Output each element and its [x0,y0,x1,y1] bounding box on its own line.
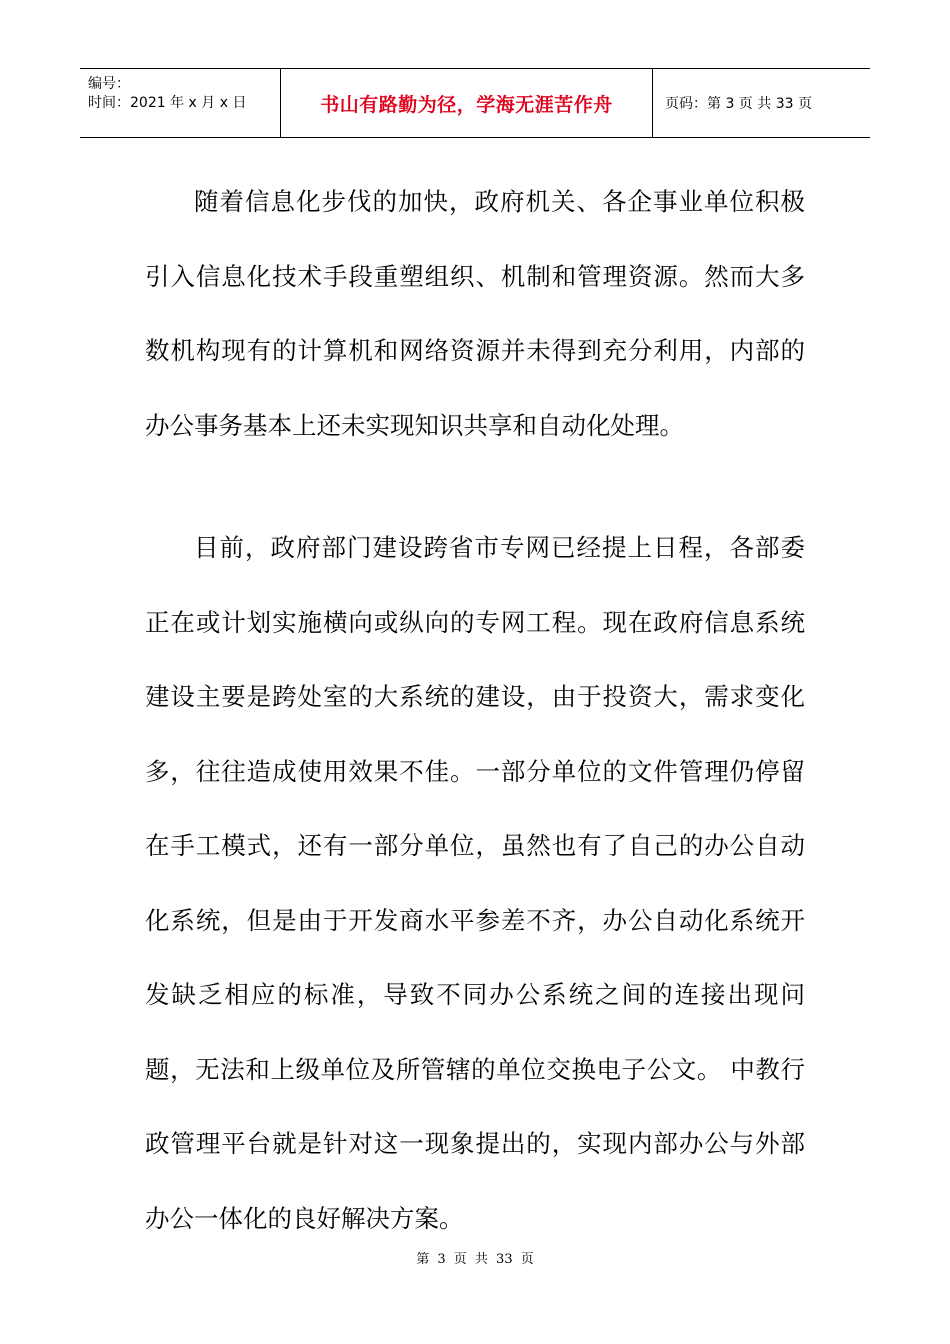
document-body [145,165,805,1256]
header-meta-cell [80,69,281,137]
page-header [80,68,870,138]
document-number-label: 编号： [88,76,130,92]
header-motto: 书山有路勤为径，学海无涯苦作舟 [281,69,653,137]
page-footer: 第 3 页 共 33 页 [416,1252,534,1267]
body-paragraph: 随着信息化步伐的加快，政府机关、各企事业单位积极引入信息化技术手段重塑组织、机制和管理资源。然而大多数机构现有的计算机和网络资源并未得到充分利用，内部的办公事务基本上还未实现知识共享和自动化处理。 [145,187,805,440]
header-page-info: 页码：第 3 页 共 33 页 [665,96,812,112]
body-paragraph: 目前，政府部门建设跨省市专网已经提上日程，各部委正在或计划实施横向或纵向的专网工程。现在政府信息系统建设主要是跨处室的大系统的建设，由于投资大，需求变化多，往往造成使用效果不佳。一部分单位的文件管理仍停留在手工模式，还有一部分单位，虽然也有了自己的办公自动化系统，但是由于开发商水平参差不齐，办公自动化系统开发缺乏相应的标准，导致不同办公系统之间的连接出现问题，无法和上级单位及所管辖的单位交换电子公文。 中教行政管理平台就是针对这一现象提出的，实现内部办公与外部办公一体化的良好解决方案。 [145,533,805,1233]
document-date-label: 时间：2021 年 x 月 x 日 [88,95,247,111]
